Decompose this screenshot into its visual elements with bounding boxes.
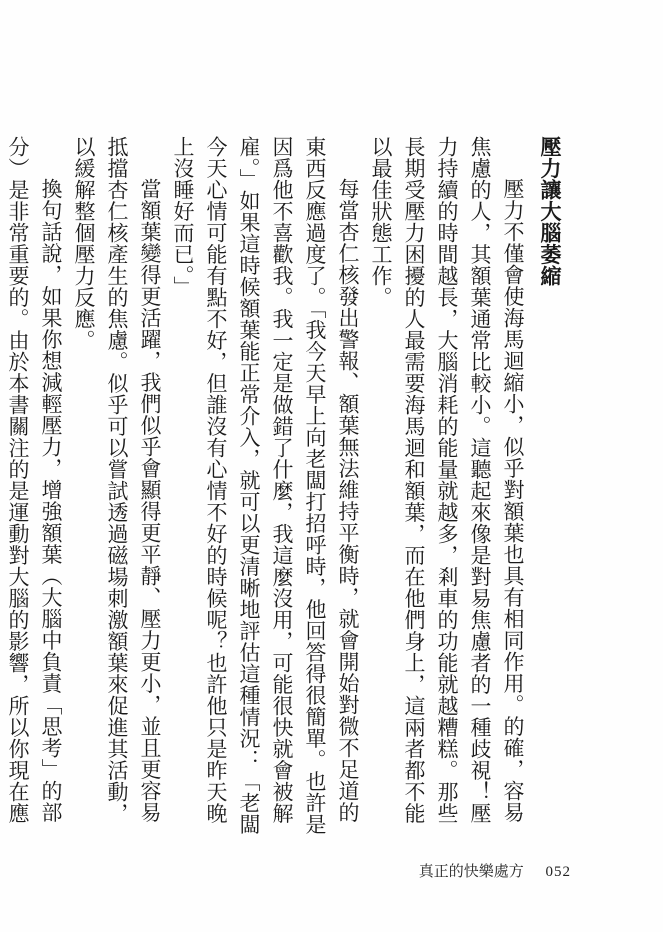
paragraph-4: 換句話說，如果你想減輕壓力，增強額葉（大腦中負責「思考」的部分）是非常重要的。由於本書關注的是運動對大腦的影響，所以你現在應	[6, 136, 63, 824]
page-number: 052	[545, 864, 571, 880]
paragraph-2: 每當杏仁核發出警報、額葉無法維持平衡時，就會開始對微不足道的東西反應過度了。「我今天早上向老闆打招呼時，他回答得很簡單。也許是因爲他不喜歡我。我一定是做錯了什麼，我這麼沒用，可能很快就會被解雇。」如果這時候額葉能正常介入，就可以更清晰地評估這種情況：「老闆今天心情可能有點不好，但誰沒有心情不好的時候呢？也許他只是昨天晚上沒睡好而已。」	[171, 136, 360, 835]
section-heading: 壓力讓大腦萎縮	[538, 136, 562, 287]
vertical-text-body	[6, 136, 566, 836]
paragraph-1: 壓力不僅會使海馬迴縮小，似乎對額葉也具有相同作用。的確，容易焦慮的人，其額葉通常比較小。這聽起來像是對易焦慮者的一種歧視！壓力持續的時間越長，大腦消耗的能量就越多，剎車的功能就越糟糕。那些長期受壓力困擾的人最需要海馬迴和額葉，而在他們身上，這兩者都不能以最佳狀態工作。	[369, 136, 525, 824]
page-footer	[419, 860, 571, 881]
footer-book-title: 真正的快樂處方	[418, 864, 524, 880]
paragraph-3: 當額葉變得更活躍，我們似乎會顯得更平靜、壓力更小，並且更容易抵擋杏仁核產生的焦慮。似乎可以嘗試透過磁場刺激額葉來促進其活動，以緩解整個壓力反應。	[72, 136, 162, 824]
